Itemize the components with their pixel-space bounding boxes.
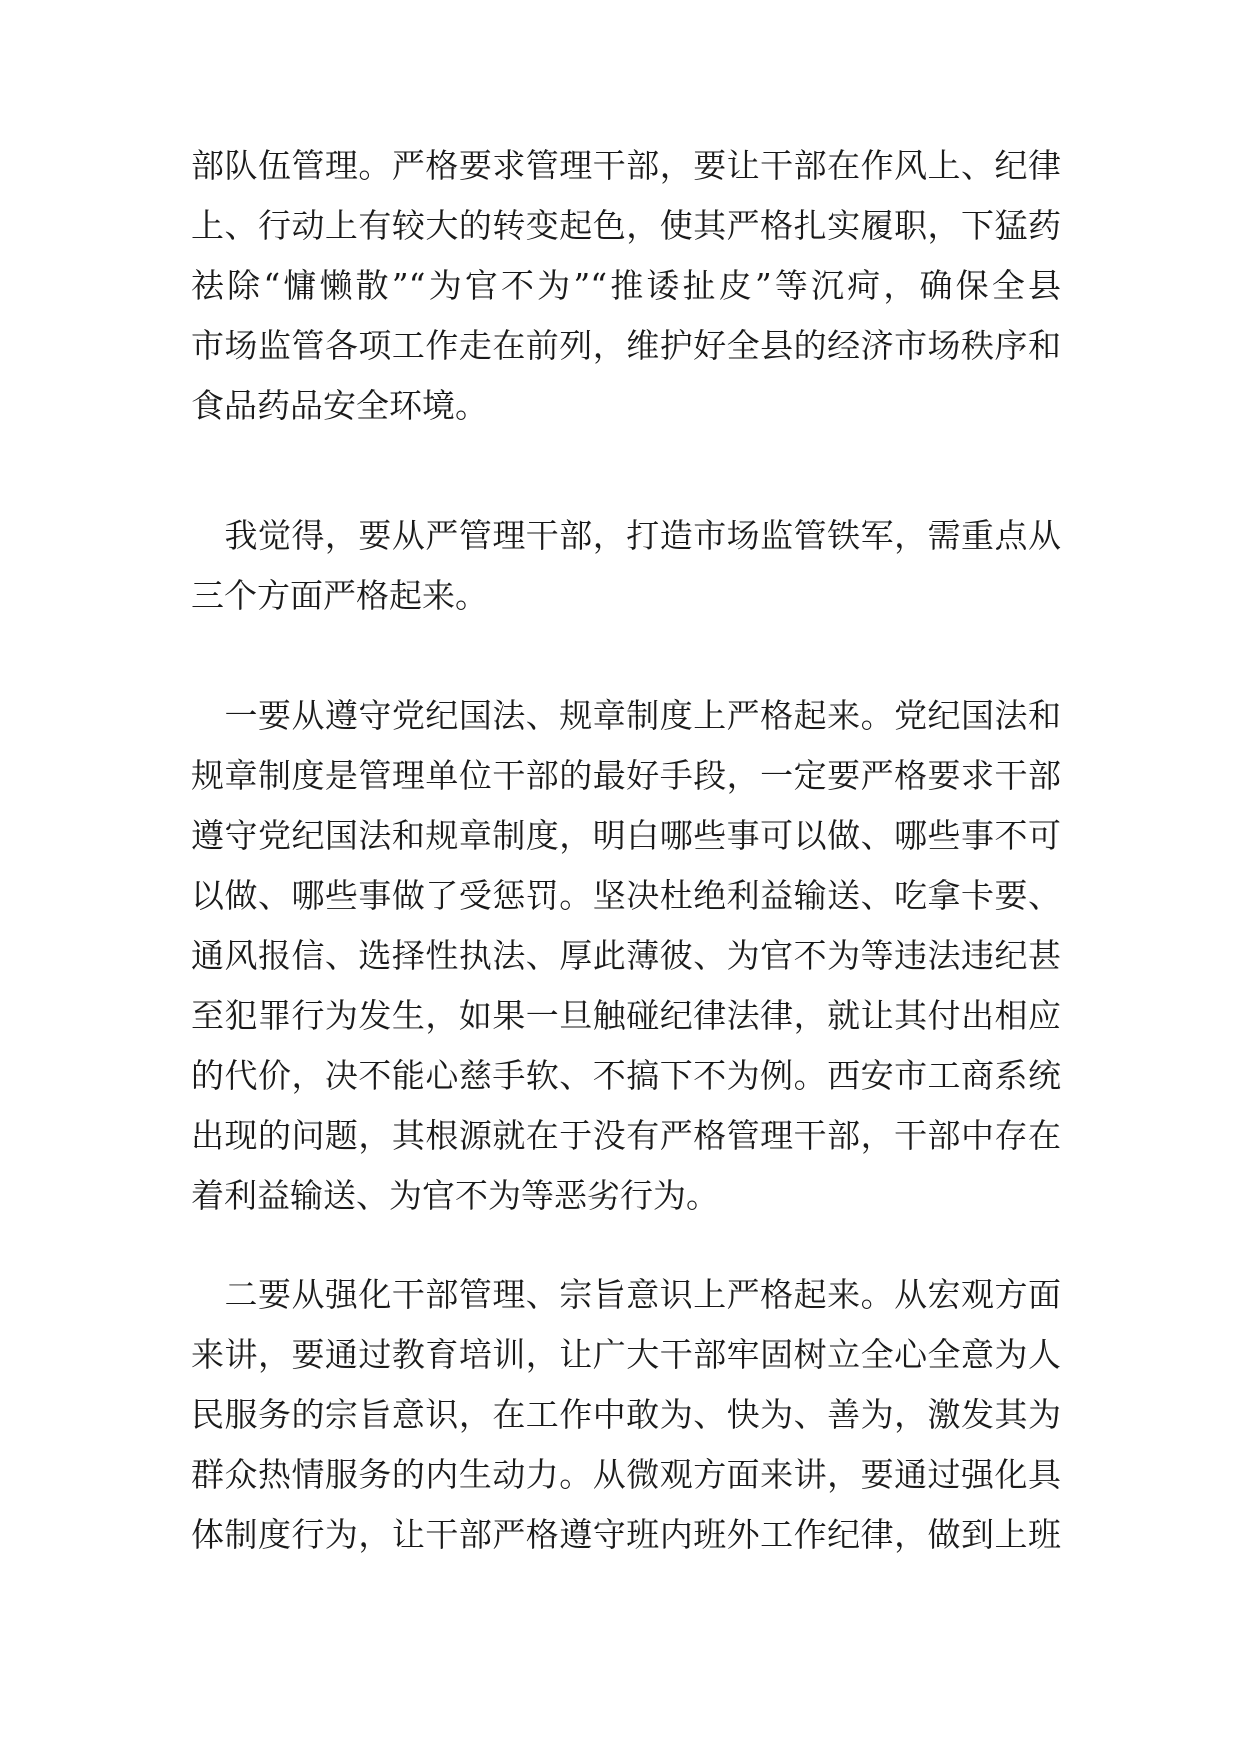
text-line: 上、行动上有较大的转变起色，使其严格扎实履职，下猛药 xyxy=(191,206,1061,245)
text-line: 群众热情服务的内生动力。从微观方面来讲，要通过强化具 xyxy=(191,1455,1061,1494)
text-line: 体制度行为，让干部严格遵守班内班外工作纪律，做到上班 xyxy=(191,1515,1061,1554)
text-line: 部队伍管理。严格要求管理干部，要让干部在作风上、纪律 xyxy=(191,146,1061,185)
text-line: 以做、哪些事做了受惩罚。坚决杜绝利益输送、吃拿卡要、 xyxy=(191,876,1061,915)
text-line: 一要从遵守党纪国法、规章制度上严格起来。党纪国法和 xyxy=(191,696,1061,735)
text-line: 我觉得，要从严管理干部，打造市场监管铁军，需重点从 xyxy=(191,516,1061,555)
text-line: 来讲，要通过教育培训，让广大干部牢固树立全心全意为人 xyxy=(191,1335,1061,1374)
text-line: 的代价，决不能心慈手软、不搞下不为例。西安市工商系统 xyxy=(191,1056,1061,1095)
text-line: 通风报信、选择性执法、厚此薄彼、为官不为等违法违纪甚 xyxy=(191,936,1061,975)
text-line: 二要从强化干部管理、宗旨意识上严格起来。从宏观方面 xyxy=(191,1275,1061,1314)
text-line: 至犯罪行为发生，如果一旦触碰纪律法律，就让其付出相应 xyxy=(191,996,1061,1035)
text-line: 着利益输送、为官不为等恶劣行为。 xyxy=(191,1176,719,1215)
paragraph-3 xyxy=(191,686,1061,1226)
text-line: 祛除“慵懒散”“为官不为”“推诿扯皮”等沉疴，确保全县 xyxy=(191,266,1061,305)
text-line: 食品药品安全环境。 xyxy=(191,386,488,425)
text-line: 市场监管各项工作走在前列，维护好全县的经济市场秩序和 xyxy=(191,326,1061,365)
text-line: 三个方面严格起来。 xyxy=(191,576,488,615)
paragraph-2 xyxy=(191,506,1061,626)
paragraph-4 xyxy=(191,1265,1061,1565)
text-line: 出现的问题，其根源就在于没有严格管理干部，干部中存在 xyxy=(191,1116,1061,1155)
text-line: 规章制度是管理单位干部的最好手段，一定要严格要求干部 xyxy=(191,756,1061,795)
text-line: 遵守党纪国法和规章制度，明白哪些事可以做、哪些事不可 xyxy=(191,816,1061,855)
text-line: 民服务的宗旨意识，在工作中敢为、快为、善为，激发其为 xyxy=(191,1395,1061,1434)
paragraph-1 xyxy=(191,136,1061,436)
